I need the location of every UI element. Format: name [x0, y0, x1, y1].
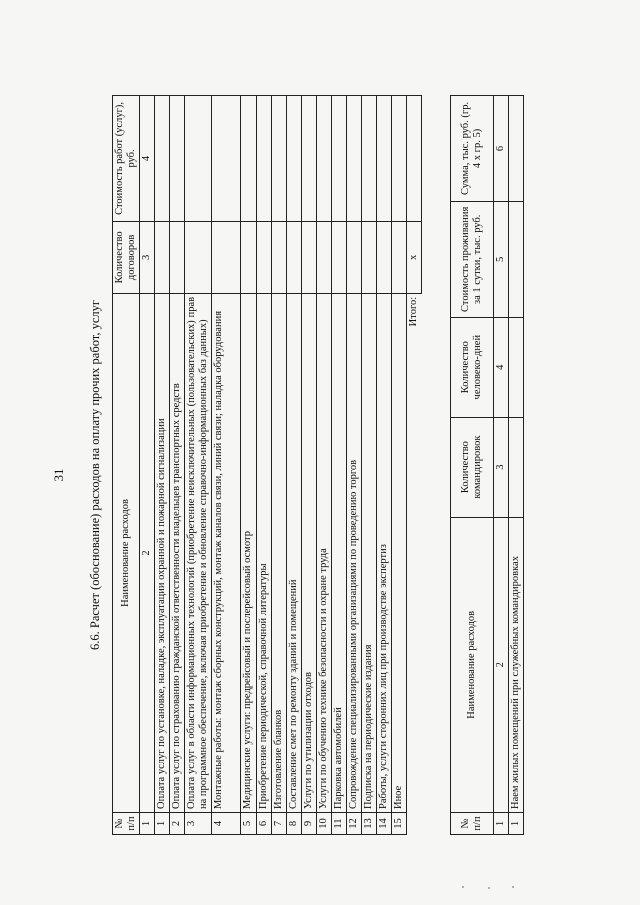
cell-empty	[241, 221, 256, 293]
header-cell: Количество командировок	[451, 417, 494, 517]
column-number: 6	[494, 96, 509, 202]
page-number: 31	[51, 468, 66, 482]
table-row	[361, 96, 376, 835]
expense-name: Услуги по обучению технике безопасности и охране труда	[316, 293, 331, 812]
header-cell: Стоимость проживания за 1 сутки, тыс. руб.	[451, 201, 494, 317]
header-cell: Наименование расходов	[113, 293, 140, 812]
row-number: 11	[331, 813, 346, 835]
row-number: 14	[377, 813, 392, 835]
cell-empty	[256, 221, 271, 293]
expense-name: Изготовление бланков	[271, 293, 286, 812]
cell-empty	[170, 96, 185, 222]
cell-empty	[509, 96, 524, 202]
expense-name: Парковка автомобилей	[331, 293, 346, 812]
section-caption: 6.6. Расчет (обоснование) расходов на оплату прочих работ, услуг	[88, 300, 102, 650]
cell-empty	[155, 221, 170, 293]
column-number-row	[494, 96, 509, 835]
rotated-content	[40, 45, 600, 905]
total-label: Итого:	[407, 293, 422, 812]
row-number: 5	[241, 813, 256, 835]
cell-empty	[316, 221, 331, 293]
expense-name: Оплата услуг по установке, наладке, эксплуатации охранной и пожарной сигнализации	[155, 293, 170, 812]
cell-empty	[377, 221, 392, 293]
expense-name: Приобретение периодической, справочной литературы	[256, 293, 271, 812]
table-row	[377, 96, 392, 835]
column-number: 4	[494, 317, 509, 417]
cell-empty	[331, 96, 346, 222]
expense-name: Медицинские услуги: предрейсовый и послерейсовый осмотр	[241, 293, 256, 812]
expense-name: Услуги по утилизации отходов	[301, 293, 316, 812]
cell-empty	[361, 96, 376, 222]
total-row	[407, 96, 422, 835]
table-row	[392, 96, 407, 835]
row-number: 1	[509, 813, 524, 835]
table-row	[185, 96, 212, 835]
row-number: 4	[212, 813, 241, 835]
row-number: 6	[256, 813, 271, 835]
expense-name: Составление смет по ремонту зданий и помещений	[286, 293, 301, 812]
cell-empty	[185, 96, 212, 222]
expense-name: Иное	[392, 293, 407, 812]
table-row	[509, 96, 524, 835]
expense-name: Оплата услуг в области информационных технологий (приобретение неисключительных (пользовательских) прав на программное обеспечение, включая приобретение и обновление справочно-информационных баз данных)	[185, 293, 212, 812]
table-row	[346, 96, 361, 835]
cell-empty	[361, 221, 376, 293]
cell-empty	[377, 96, 392, 222]
table-row	[316, 96, 331, 835]
expense-name: Монтажные работы: монтаж сборных конструкций, монтаж каналов связи, линий связи; наладка оборудования	[212, 293, 241, 812]
cell-empty	[316, 96, 331, 222]
cell-empty	[212, 96, 241, 222]
header-cell: Количество человеко-дней	[451, 317, 494, 417]
table-row	[271, 96, 286, 835]
cell-empty	[271, 221, 286, 293]
column-number: 5	[494, 201, 509, 317]
cell-empty	[509, 417, 524, 517]
cell-empty	[286, 221, 301, 293]
other-services-table	[112, 95, 422, 835]
cell-empty	[155, 96, 170, 222]
table-row	[155, 96, 170, 835]
row-number: 8	[286, 813, 301, 835]
cell-empty	[346, 221, 361, 293]
cell-empty	[509, 317, 524, 417]
row-number: 3	[185, 813, 212, 835]
cell-empty	[271, 96, 286, 222]
table-header-row	[113, 96, 140, 835]
scan-speck	[462, 886, 464, 888]
cell-empty	[407, 813, 422, 835]
column-number: 2	[494, 517, 509, 812]
cell-empty	[170, 221, 185, 293]
table-header-row	[451, 96, 494, 835]
row-number: 13	[361, 813, 376, 835]
row-number: 2	[170, 813, 185, 835]
table-row	[301, 96, 316, 835]
column-number: 3	[140, 221, 155, 293]
cell-empty	[301, 96, 316, 222]
cell-empty	[212, 221, 241, 293]
table-row	[331, 96, 346, 835]
row-number: 10	[316, 813, 331, 835]
expense-name: Работы, услуги сторонних лиц при производстве экспертиз	[377, 293, 392, 812]
table-row	[241, 96, 256, 835]
expense-name: Наем жилых помещений при служебных командировках	[509, 517, 524, 812]
column-number: 4	[140, 96, 155, 222]
total-sum	[407, 96, 422, 222]
total-count: x	[407, 221, 422, 293]
header-cell: Наименование расходов	[451, 517, 494, 812]
cell-empty	[256, 96, 271, 222]
expense-name: Подписка на периодические издания	[361, 293, 376, 812]
cell-empty	[286, 96, 301, 222]
row-number: 15	[392, 813, 407, 835]
header-cell: Количество договоров	[113, 221, 140, 293]
header-cell: № п/п	[113, 813, 140, 835]
scan-speck	[488, 887, 490, 889]
table-row	[212, 96, 241, 835]
cell-empty	[331, 221, 346, 293]
cell-empty	[185, 221, 212, 293]
table-row	[170, 96, 185, 835]
column-number: 2	[140, 293, 155, 812]
table-row	[286, 96, 301, 835]
cell-empty	[346, 96, 361, 222]
row-number: 12	[346, 813, 361, 835]
table-row	[256, 96, 271, 835]
column-number-row	[140, 96, 155, 835]
header-cell: Сумма, тыс. руб. (гр. 4 х гр. 5)	[451, 96, 494, 202]
cell-empty	[509, 201, 524, 317]
row-number: 7	[271, 813, 286, 835]
accommodation-table	[450, 95, 524, 835]
row-number: 1	[155, 813, 170, 835]
cell-empty	[392, 221, 407, 293]
header-cell: № п/п	[451, 813, 494, 835]
scan-speck	[512, 886, 514, 888]
cell-empty	[392, 96, 407, 222]
column-number: 1	[140, 813, 155, 835]
expense-name: Сопровождение специализированными организациями по проведению торгов	[346, 293, 361, 812]
cell-empty	[241, 96, 256, 222]
header-cell: Стоимость работ (услуг), руб.	[113, 96, 140, 222]
expense-name: Оплата услуг по страхованию гражданской ответственности владельцев транспортных средств	[170, 293, 185, 812]
cell-empty	[301, 221, 316, 293]
row-number: 9	[301, 813, 316, 835]
column-number: 1	[494, 813, 509, 835]
column-number: 3	[494, 417, 509, 517]
